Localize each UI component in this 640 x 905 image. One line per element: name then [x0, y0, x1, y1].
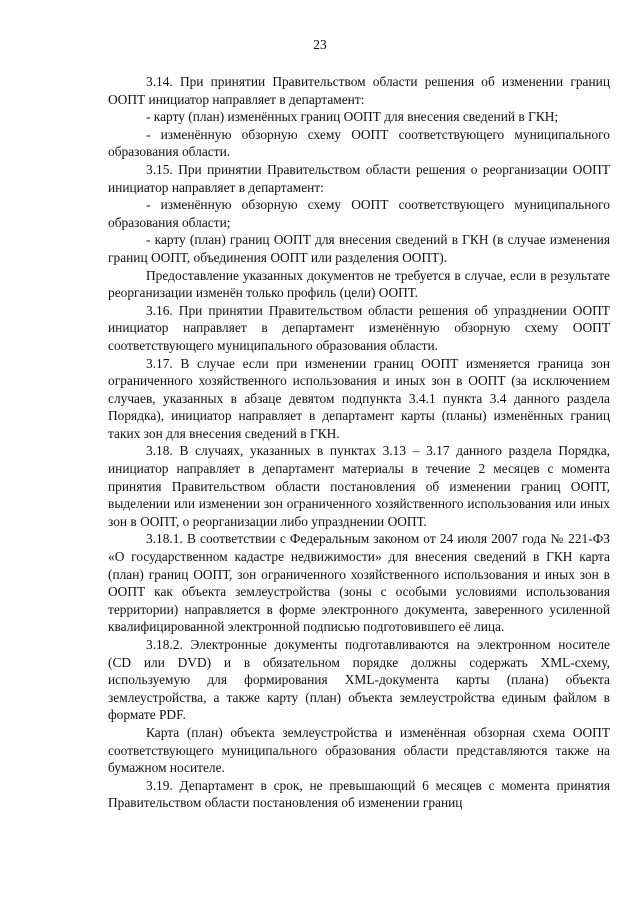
paragraph-3-19: 3.19. Департамент в срок, не превышающий 6 месяцев с момента принятия Правительством области постановления об изменении границ [108, 777, 610, 811]
paragraph-3-18-2: 3.18.2. Электронные документы подготавливаются на электронном носителе (CD или DVD) и в обязательном порядке должны содержать XML-схему, используемую для формирования XML-документа карты (плана) объекта землеустройства, а также карту (план) объекта землеустройства единым файлом в формате PDF. [108, 637, 610, 723]
list-item-changed-boundaries-map: - карту (план) изменённых границ ООПТ для внесения сведений в ГКН; [146, 109, 559, 125]
paragraph-3-17: 3.17. В случае если при изменении границ ООПТ изменяется граница зон ограниченного хозяйственного использования и иных зон в ООПТ (за исключением случаев, указанных в абзаце девятом подпункта 3.4.1 пункта 3.4 данного раздела Порядка), инициатор направляет в департамент карты (планы) изменённых границ таких зон для внесения сведений в ГКН. [108, 355, 610, 441]
page-number: 23 [313, 37, 327, 52]
list-item-boundaries-map: - карту (план) границ ООПТ для внесения сведений в ГКН (в случае изменения границ ООПТ, объединения ООПТ или разделения ООПТ). [108, 232, 610, 265]
paragraph-3-18: 3.18. В случаях, указанных в пунктах 3.13 – 3.17 данного раздела Порядка, инициатор направляет в департамент материалы в течение 2 месяцев с момента принятия Правительством области постановления об изменении границ ООПТ, выделении или изменении зон ограниченного хозяйственного использования или иных зон в ООПТ, о реорганизации либо упразднении ООПТ. [108, 443, 610, 529]
paragraph-3-15: 3.15. При принятии Правительством области решения о реорганизации ООПТ инициатор направляет в департамент: [108, 161, 610, 195]
paragraph-documents-not-required: Предоставление указанных документов не требуется в случае, если в результате реорганизации изменён только профиль (цели) ООПТ. [108, 267, 610, 301]
list-item-overview-scheme: - изменённую обзорную схему ООПТ соответствующего муниципального образования области; [108, 197, 610, 230]
paragraph-paper-copy: Карта (план) объекта землеустройства и изменённая обзорная схема ООПТ соответствующего муниципального образования области представляются также на бумажном носителе. [108, 724, 610, 776]
paragraph-3-16: 3.16. При принятии Правительством области решения об упразднении ООПТ инициатор направляет в департамент изменённую обзорную схему ООПТ соответствующего муниципального образования области. [108, 302, 610, 353]
list-item-changed-overview-scheme: - изменённую обзорную схему ООПТ соответствующего муниципального образования области. [108, 126, 610, 160]
paragraph-3-18-1: 3.18.1. В соответствии с Федеральным законом от 24 июля 2007 года № 221-ФЗ «О государственном кадастре недвижимости» для внесения сведений в ГКН карта (план) границ ООПТ, зон ограниченного хозяйственного использования и иных зон в ООПТ как объекта землеустройства (зоны с особыми условиями использования территории) направляется в форме электронного документа, заверенного усиленной квалифицированной электронной подписью подготовившего её лица. [108, 531, 610, 635]
paragraph-3-14: 3.14. При принятии Правительством области решения об изменении границ ООПТ инициатор направляет в департамент: [108, 74, 610, 107]
document-body [108, 73, 610, 812]
